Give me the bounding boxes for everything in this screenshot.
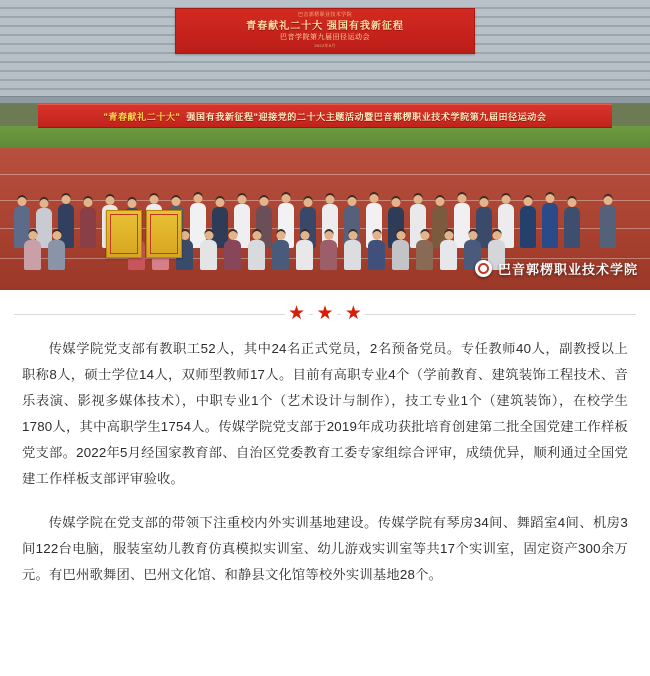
stage-banner-line3: 2022年5月 [314, 43, 336, 48]
stage-banner-header: 巴音郭楞职业技术学院 [297, 12, 352, 18]
section-divider [0, 300, 650, 330]
article-body [0, 330, 650, 588]
photo-watermark [475, 259, 638, 278]
stage-banner [175, 8, 475, 54]
stage-banner-line2: 巴音学院第九届田径运动会 [280, 34, 370, 41]
honor-flag-left [106, 210, 142, 258]
stage-banner-line1: 青春献礼二十大 强国有我新征程 [246, 21, 404, 32]
honor-flag-right [146, 210, 182, 258]
article-paragraph: 传媒学院在党支部的带领下注重校内外实训基地建设。传媒学院有琴房34间、舞蹈室4间、机房3间122台电脑，服装室幼儿教育仿真模拟实训室、幼儿游戏实训室等共17个实训室，固定资产300余万元。有巴州歌舞团、巴州文化馆、和静县文化馆等校外实训基地28个。 [22, 515, 628, 582]
event-banner-text: 强国有我新征程"迎接党的二十大主题活动暨巴音郭楞职业技术学院第九届田径运动会 [186, 111, 547, 122]
photo-grandstand-rail [0, 96, 650, 104]
star-icon: ★ [313, 302, 337, 326]
divider-stars [0, 302, 650, 326]
event-banner-quote-left: "青春献礼二十大" [103, 111, 181, 122]
article-paragraph: 传媒学院党支部有教职工52人，其中24名正式党员，2名预备党员。专任教师40人，副教授以上职称8人，硕士学位14人，双师型教师17人。目前有高职专业4个（学前教育、建筑装饰工程技术、音乐表演、影视多媒体技术），中职专业1个（艺术设计与制作），技工专业1个（建筑装饰），在校学生1780人，其中高职学生1754人。传媒学院党支部于2019年成功获批培育创建第二批全国党建工作样板党支部。2022年5月经国家教育部、自治区党委教育工委专家组综合评审，成绩优异，顺利通过全国党建工作样板支部评审验收。 [22, 341, 628, 486]
star-icon: ★ [285, 302, 309, 326]
logo-circle-icon [475, 260, 492, 277]
photo-crowd [0, 128, 650, 248]
photo-watermark-label: 巴音郭楞职业技术学院 [497, 262, 638, 277]
group-photo [0, 0, 650, 290]
event-banner [38, 104, 612, 128]
star-icon: ★ [341, 302, 365, 326]
